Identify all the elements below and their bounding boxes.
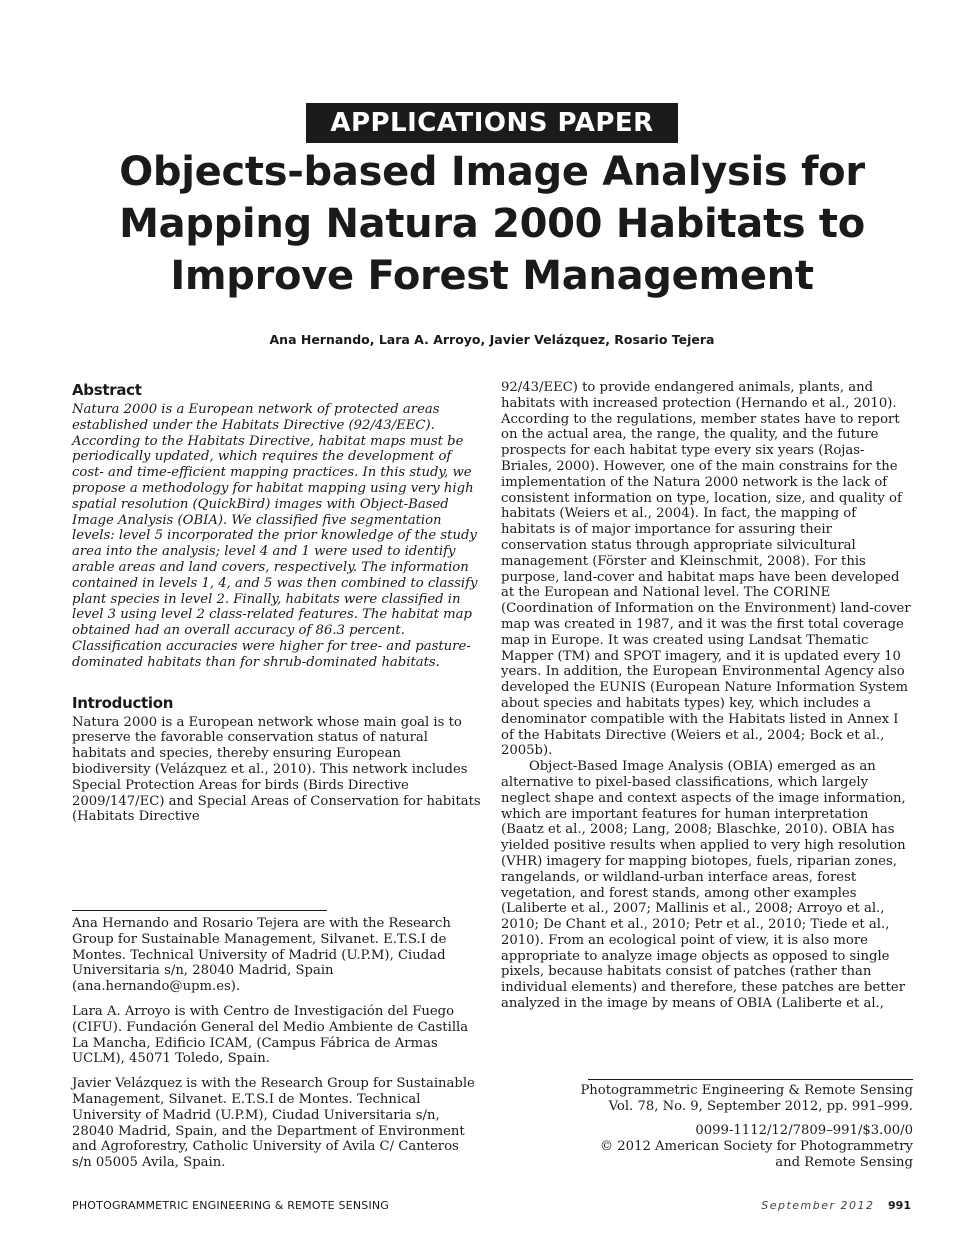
footer-journal-name: PHOTOGRAMMETRIC ENGINEERING & REMOTE SENSING: [72, 1199, 390, 1212]
citation-copyright-cont: and Remote Sensing: [775, 1155, 913, 1170]
introduction-heading: Introduction: [72, 693, 174, 712]
footnote-divider: [72, 910, 327, 911]
citation-block: [560, 1083, 913, 1171]
abstract-heading: Abstract: [72, 381, 142, 399]
page-number: 991: [888, 1199, 911, 1212]
right-column: [501, 380, 913, 1012]
affiliation-note: Ana Hernando and Rosario Tejera are with the Research Group for Sustainable Management, Silvanet. E.T.S.I de Montes. Technical University of Madrid (U.P.M), Ciudad Universitaria s/n, 28040 Madrid, Spain (ana.hernando@upm.es).: [72, 916, 451, 995]
left-column: [72, 380, 482, 825]
author-affiliations: [72, 916, 482, 1180]
paper-title: Objects-based Image Analysis for Mapping Natura 2000 Habitats to Improve Forest Management: [119, 149, 865, 299]
affiliation-note: Javier Velázquez is with the Research Group for Sustainable Management, Silvanet. E.T.S.I de Montes. Technical University of Madrid (U.P.M), Ciudad Universitaria s/n, 28040 Madrid, Spain, and the Department of Environment and Agroforestry, Catholic University of Avila C/ Canteros s/n 05005 Avila, Spain.: [72, 1076, 475, 1171]
introduction-text-left: Natura 2000 is a European network whose main goal is to preserve the favorable conservation status of natural habitats and species, thereby ensuring European biodiversity (Velázquez et al., 2010). This network includes Special Protection Areas for birds (Birds Directive 2009/147/EC) and Special Areas of Conservation for habitats (Habitats Directive: [72, 714, 481, 825]
citation-copyright: © 2012 American Society for Photogrammetry: [599, 1139, 913, 1154]
footer-page-info: [761, 1199, 911, 1212]
citation-divider: [588, 1079, 913, 1080]
introduction-paragraph-1: 92/43/EEC) to provide endangered animals, plants, and habitats with increased protection (Hernando et al., 2010). According to the regulations, member states have to report on the actual area, the range, the quality, and the future prospects for each habitat type every six years (Rojas-Briales, 2000). However, one of the main constrains for the implementation of the Natura 2000 network is the lack of consistent information on type, location, size, and quality of habitats (Weiers et al., 2004). In fact, the mapping of habitats is of major importance for assuring their conservation status through appropriate silvicultural management (Förster and Kleinschmit, 2008). For this purpose, land-cover and habitat maps have been developed at the European and National level. The CORINE (Coordination of Information on the Environment) land-cover map was created in 1987, and it was the first total coverage map in Europe. It was created using Landsat Thematic Mapper (TM) and SPOT imagery, and it is updated every 10 years. In addition, the European Environmental Agency also developed the EUNIS (European Nature Information System about species and habitats types) key, which includes a denominator compatible with the Habitats listed in Annex I of the Habitats Directive (Weiers et al., 2004; Bock et al., 2005b).: [501, 380, 911, 759]
author-list: Ana Hernando, Lara A. Arroyo, Javier Velázquez, Rosario Tejera: [269, 332, 715, 347]
citation-volume: Vol. 78, No. 9, September 2012, pp. 991–999.: [608, 1099, 913, 1114]
citation-doi: 0099-1112/12/7809–991/$3.00/0: [695, 1123, 913, 1138]
citation-journal: Photogrammetric Engineering & Remote Sensing: [580, 1083, 913, 1098]
footer-date: September 2012: [761, 1199, 875, 1212]
paper-type-banner: APPLICATIONS PAPER: [306, 103, 678, 143]
introduction-paragraph-2: Object-Based Image Analysis (OBIA) emerged as an alternative to pixel-based classifications, which largely neglect shape and context aspects of the image information, which are important features for human interpretation (Baatz et al., 2008; Lang, 2008; Blaschke, 2010). OBIA has yielded positive results when applied to very high resolution (VHR) imagery for mapping biotopes, fuels, riparian zones, rangelands, or wildland-urban interface areas, forest vegetation, and forest stands, among other examples (Laliberte et al., 2007; Mallinis et al., 2008; Arroyo et al., 2010; De Chant et al., 2010; Petr et al., 2010; Tiede et al., 2010). From an ecological point of view, it is also more appropriate to analyze image objects as opposed to single pixels, because habitats consist of patches (rather than individual elements) and therefore, these patches are better analyzed in the image by means of OBIA (Laliberte et al.,: [501, 759, 906, 1012]
affiliation-note: Lara A. Arroyo is with Centro de Investigación del Fuego (CIFU). Fundación General del Medio Ambiente de Castilla La Mancha, Edificio ICAM, (Campus Fábrica de Armas UCLM), 45071 Toledo, Spain.: [72, 1003, 469, 1067]
abstract-text: Natura 2000 is a European network of protected areas established under the Habitats Directive (92/43/EEC). According to the Habitats Directive, habitat maps must be periodically updated, which requires the development of cost- and time-efficient mapping practices. In this study, we propose a methodology for habitat mapping using very high spatial resolution (QuickBird) images with Object-Based Image Analysis (OBIA). We classified five segmentation levels: level 5 incorporated the prior knowledge of the study area into the analysis; level 4 and 1 were used to identify arable areas and land covers, respectively. The information contained in levels 1, 4, and 5 was then combined to classify plant species in level 2. Finally, habitats were classified in level 3 using level 2 class-related features. The habitat map obtained had an overall accuracy of 86.3 percent. Classification accuracies were higher for tree- and pasture-dominated habitats than for shrub-dominated habitats.: [72, 402, 478, 670]
